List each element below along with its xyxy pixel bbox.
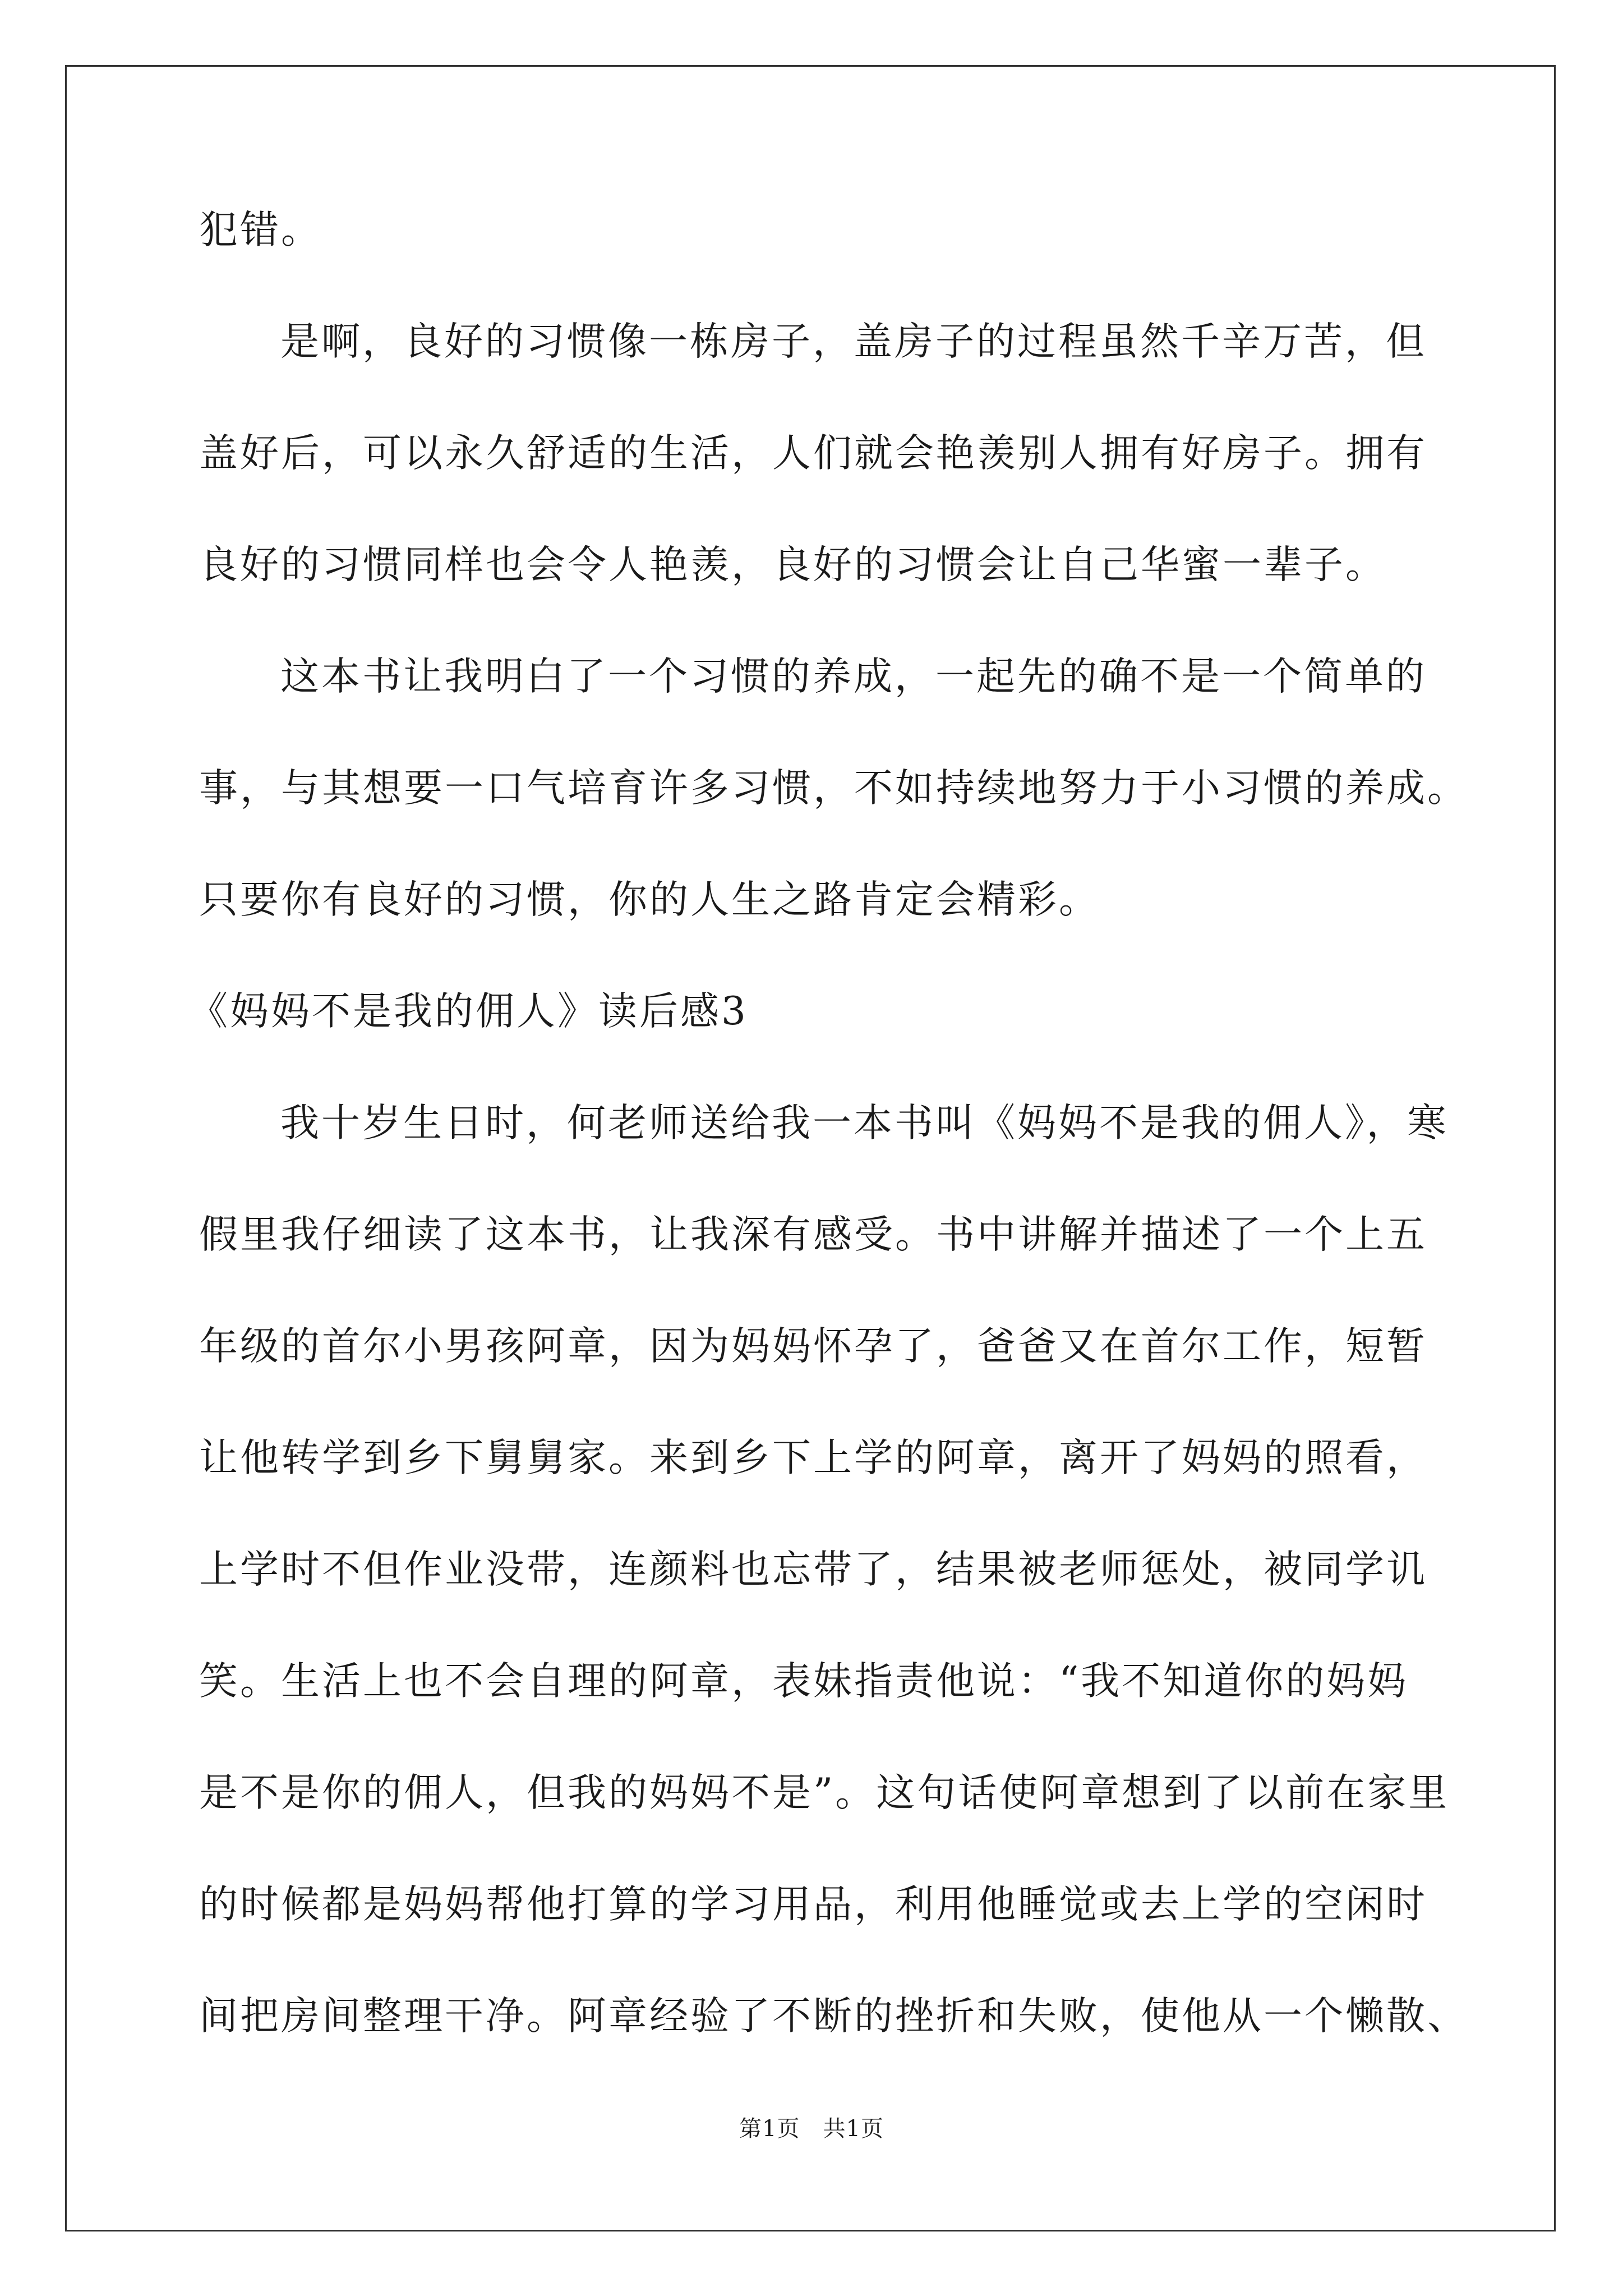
- text-line: 让他转学到乡下舅舅家。来到乡下上学的阿章，离开了妈妈的照看，: [199, 1435, 1427, 1480]
- text-line: 盖好后，可以永久舒适的生活，人们就会艳羡别人拥有好房子。拥有: [199, 431, 1427, 476]
- paragraph-line: 这本书让我明白了一个习惯的养成，一起先的确不是一个简单的: [280, 654, 1427, 699]
- text-line: 笑。生活上也不会自理的阿章，表妹指责他说：“我不知道你的妈妈: [199, 1659, 1409, 1704]
- text-line: 事，与其想要一口气培育许多习惯，不如持续地努力于小习惯的养成。: [199, 766, 1468, 811]
- text-line: 犯错。: [199, 208, 322, 252]
- text-line: 只要你有良好的习惯，你的人生之路肯定会精彩。: [199, 877, 1100, 922]
- paragraph-line: 是啊，良好的习惯像一栋房子，盖房子的过程虽然千辛万苦，但: [280, 319, 1427, 364]
- text-line: 假里我仔细读了这本书，让我深有感受。书中讲解并描述了一个上五: [199, 1212, 1427, 1257]
- page-number-footer: 第1页 共1页: [739, 2116, 884, 2142]
- text-line: 的时候都是妈妈帮他打算的学习用品，利用他睡觉或去上学的空闲时: [199, 1882, 1427, 1927]
- section-heading: 《妈妈不是我的佣人》读后感3: [189, 989, 748, 1034]
- paragraph-line: 我十岁生日时，何老师送给我一本书叫《妈妈不是我的佣人》，寒: [280, 1101, 1449, 1145]
- text-line: 良好的习惯同样也会令人艳羡，良好的习惯会让自己华蜜一辈子。: [199, 542, 1386, 587]
- text-line: 是不是你的佣人，但我的妈妈不是”。这句话使阿章想到了以前在家里: [199, 1770, 1450, 1815]
- text-line: 上学时不但作业没带，连颜料也忘带了，结果被老师惩处，被同学讥: [199, 1547, 1427, 1592]
- text-line: 年级的首尔小男孩阿章，因为妈妈怀孕了，爸爸又在首尔工作，短暂: [199, 1324, 1427, 1369]
- text-line: 间把房间整理干净。阿章经验了不断的挫折和失败，使他从一个懒散、: [199, 1994, 1468, 2039]
